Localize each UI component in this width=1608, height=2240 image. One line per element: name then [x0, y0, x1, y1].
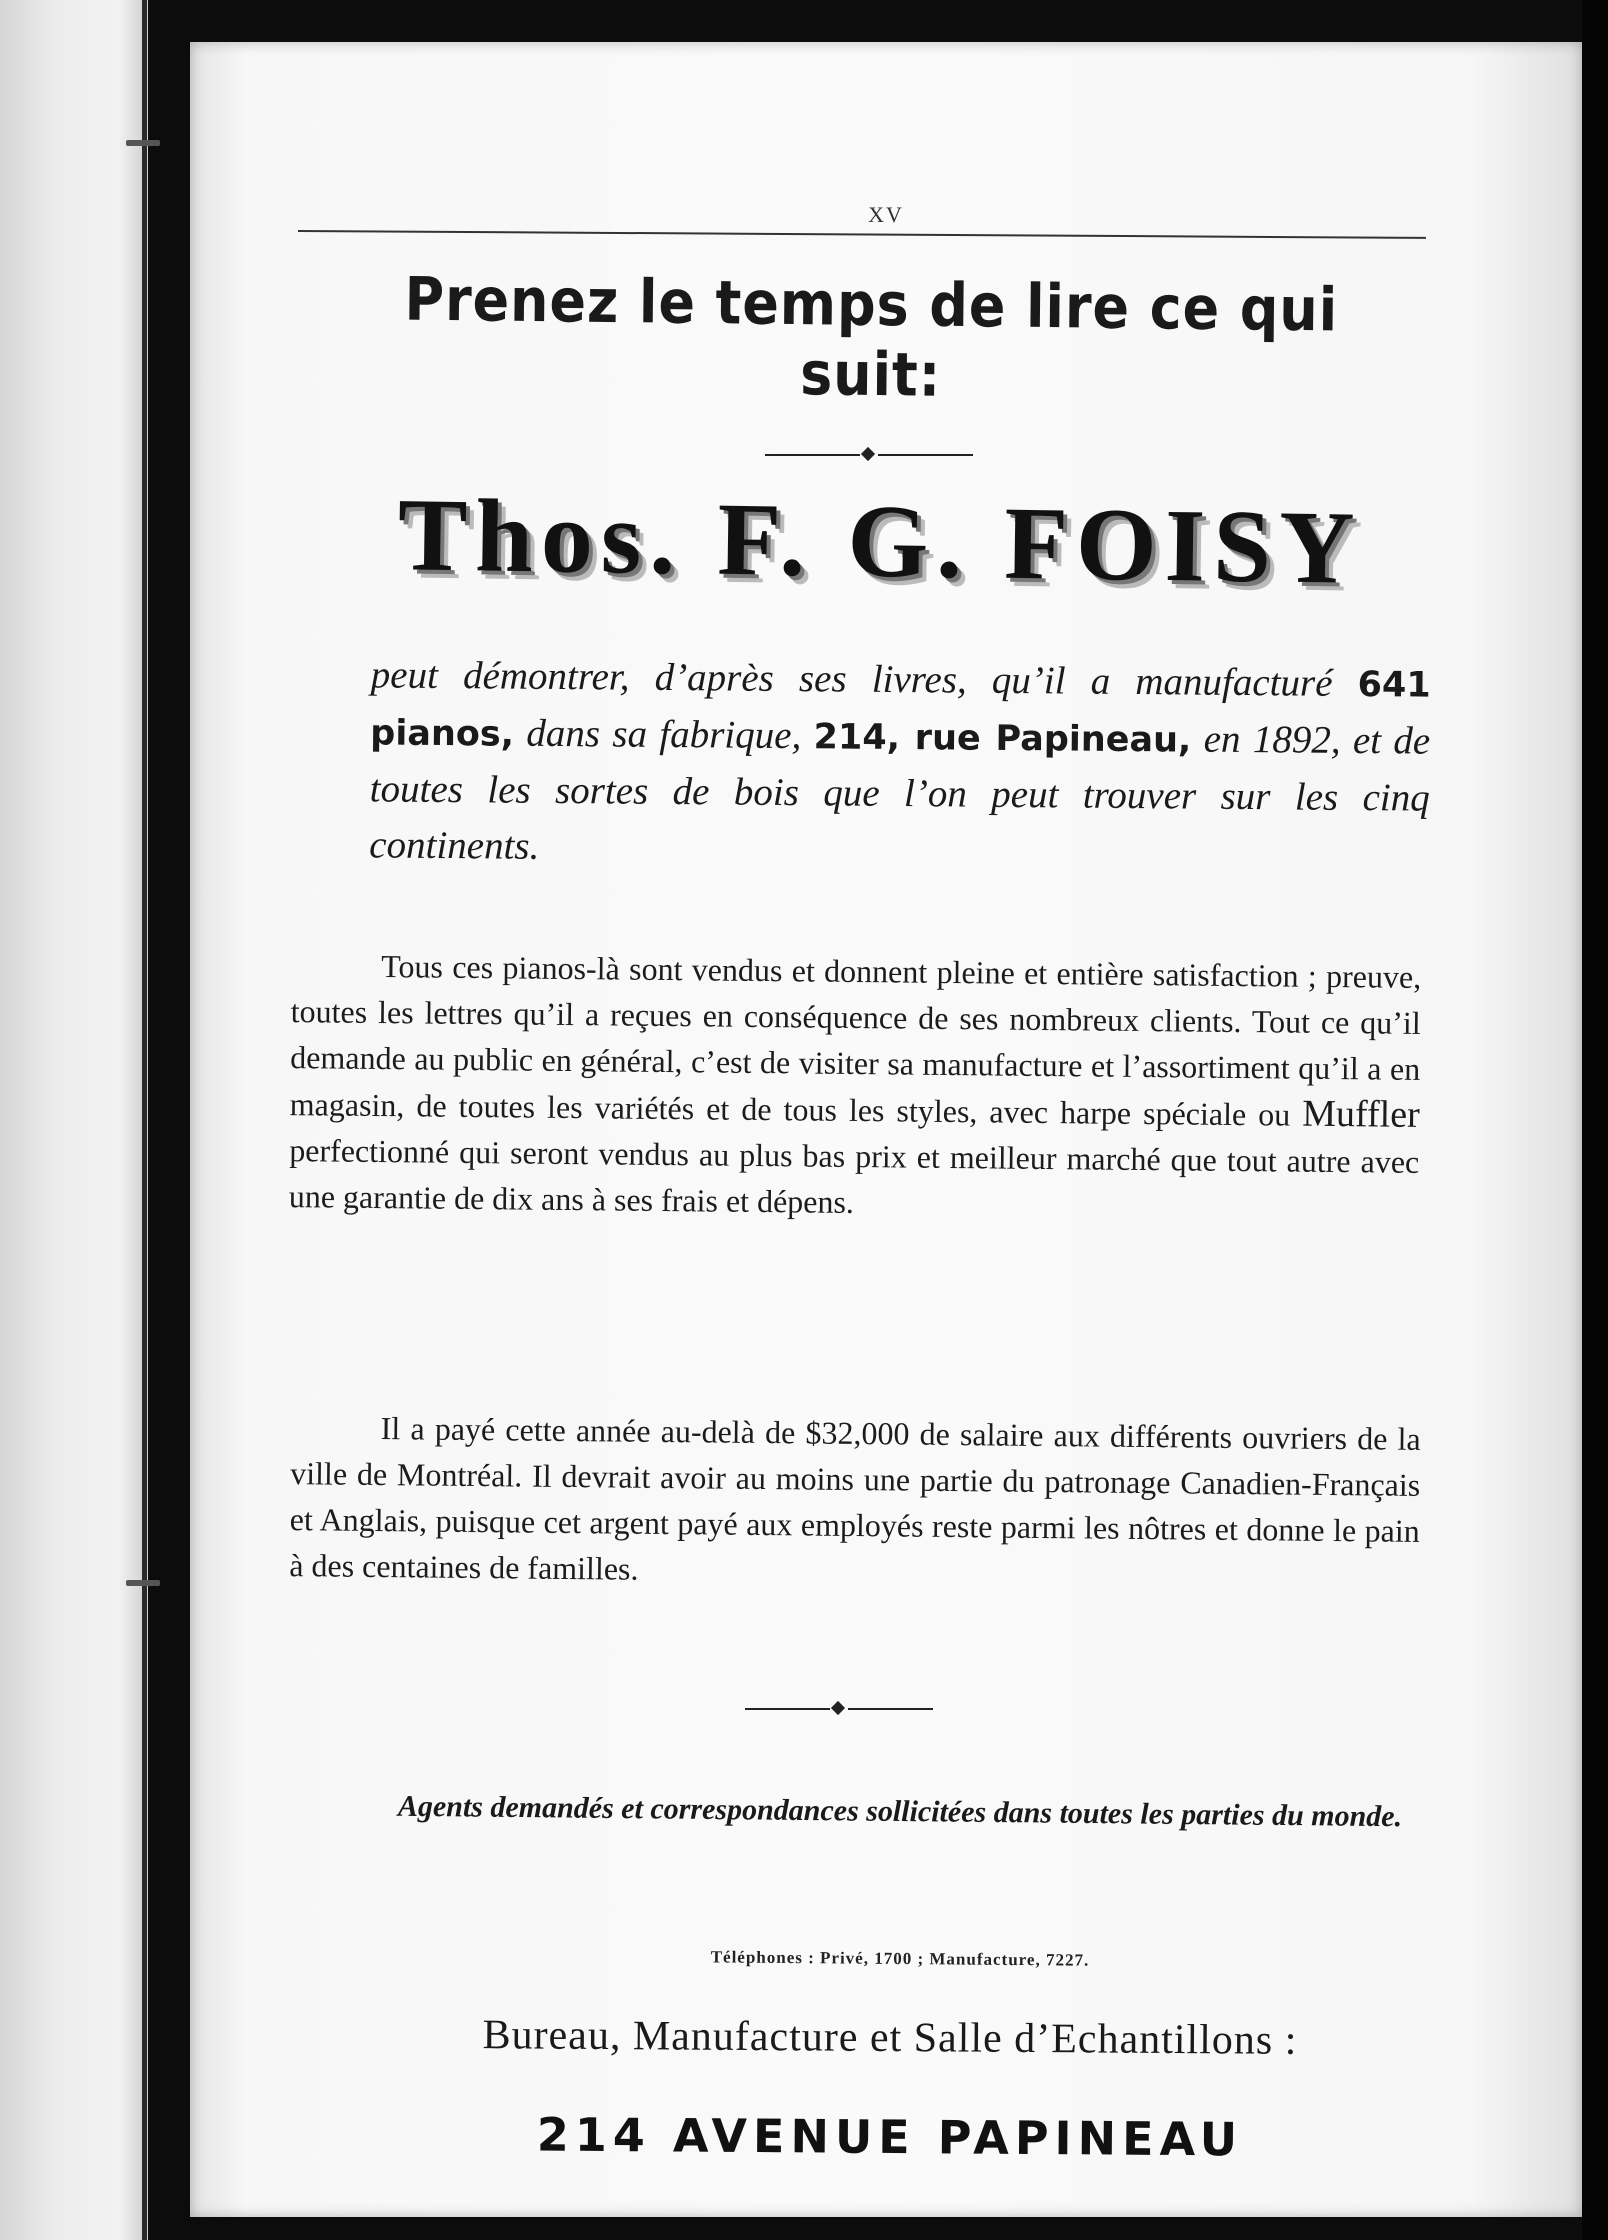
advertiser-name: Thos. F. G. FOISY — [397, 477, 1363, 606]
staple-mark — [126, 140, 160, 146]
factory-address: 214, rue Papineau, — [813, 717, 1192, 761]
intro-text: peut démontrer, d’après ses livres, qu’il a manufacturé — [370, 653, 1358, 705]
ornament-divider — [745, 1701, 935, 1717]
left-facing-page — [0, 0, 148, 2240]
street-address: 214 AVENUE PAPINEAU — [536, 2107, 1244, 2167]
telephone-numbers: Téléphones : Privé, 1700 ; Manufacture, 7227. — [710, 1947, 1090, 1970]
intro-statement — [369, 647, 1431, 882]
staple-mark — [126, 1580, 160, 1586]
page-number: XV — [868, 202, 904, 227]
paragraph-text: perfectionné qui seront vendus au plus bas prix et meilleur marché que tout autre avec une garantie de dix ans à ses frais et dépens. — [288, 1132, 1420, 1220]
scan-border — [1582, 0, 1608, 2240]
paragraph-text: Tous ces pianos-là sont vendus et donnent pleine et entière satisfaction ; preuve, toutes les lettres qu’il a reçues en conséquence de ses nombreux clients. Tout ce qu’il demande au public en général, c’est de visiter sa manufacture et l’assortiment qu’il a en magasin, de toutes les variétés et de tous les styles, avec harpe spéciale ou — [289, 948, 1422, 1133]
body-paragraph — [289, 942, 1422, 1231]
header-rule — [298, 230, 1426, 239]
ornament-divider — [765, 447, 975, 463]
muffler-word: Muffler — [1302, 1092, 1420, 1136]
document-page — [190, 42, 1582, 2217]
binding-edge — [142, 0, 147, 2240]
body-paragraph: Il a payé cette année au-delà de $32,000 de salaire aux différents ouvriers de la ville de Montréal. Il devrait avoir au moins une partie du patronage Canadien-Français et Anglais, puisque cet argent payé aux employés reste parmi les nôtres et donne le pain à des centaines de familles. — [289, 1410, 1421, 1587]
intro-text: dans sa fabrique, — [513, 711, 814, 758]
pianos-count: 641 pianos, — [370, 664, 1431, 755]
agents-notice: Agents demandés et correspondances sollicitées dans toutes les parties du monde. — [397, 1789, 1403, 1834]
office-line: Bureau, Manufacture et Salle d’Echantillons : — [482, 2012, 1298, 2064]
page-heading: Prenez le temps de lire ce qui suit: — [404, 264, 1339, 411]
intro-text: en 1892, et de toutes les sortes de bois que l’on peut trouver sur les cinq continents. — [369, 717, 1431, 868]
